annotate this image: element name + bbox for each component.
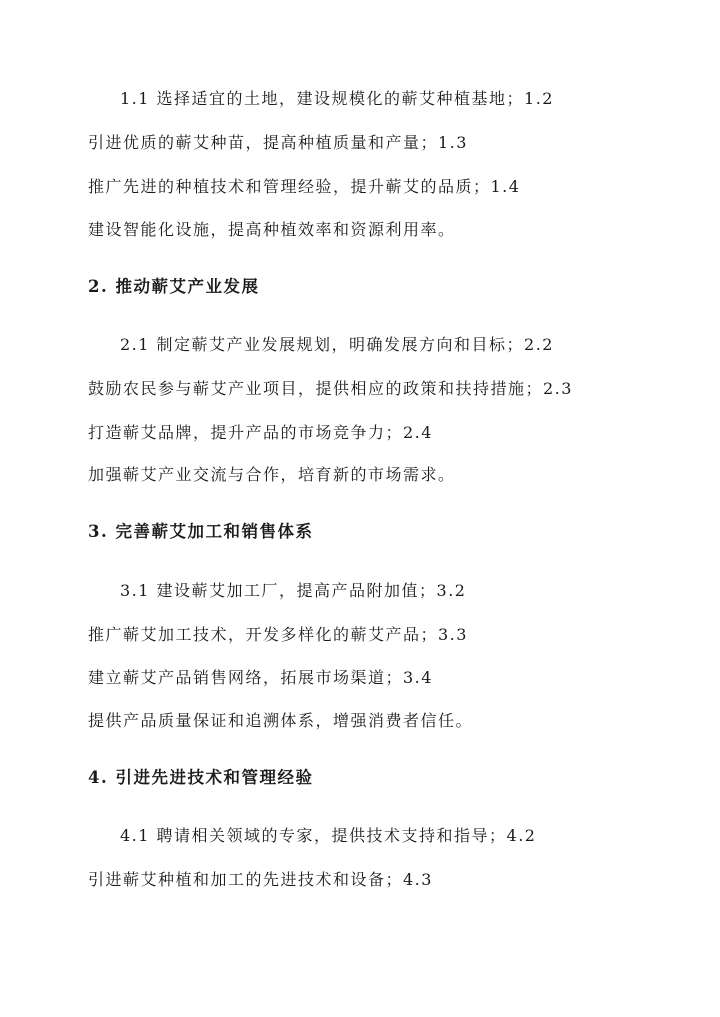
- section-heading: 2. 推动蕲艾产业发展: [88, 277, 260, 296]
- section-heading: 4. 引进先进技术和管理经验: [88, 768, 314, 787]
- paragraph-line: 1.1 选择适宜的土地，建设规模化的蕲艾种植基地；1.2: [120, 89, 554, 108]
- paragraph-line: 建立蕲艾产品销售网络，拓展市场渠道；3.4: [88, 668, 433, 687]
- paragraph-line: 引进蕲艾种植和加工的先进技术和设备；4.3: [88, 870, 433, 889]
- paragraph-line: 推广先进的种植技术和管理经验，提升蕲艾的品质；1.4: [88, 177, 521, 196]
- paragraph-line: 推广蕲艾加工技术，开发多样化的蕲艾产品；3.3: [88, 625, 468, 644]
- paragraph-line: 引进优质的蕲艾种苗，提高种植质量和产量；1.3: [88, 133, 468, 152]
- paragraph-line: 鼓励农民参与蕲艾产业项目，提供相应的政策和扶持措施；2.3: [88, 379, 573, 398]
- section-heading: 3. 完善蕲艾加工和销售体系: [88, 522, 314, 541]
- paragraph-line: 2.1 制定蕲艾产业发展规划，明确发展方向和目标；2.2: [120, 335, 554, 354]
- paragraph-line: 提供产品质量保证和追溯体系，增强消费者信任。: [88, 711, 474, 730]
- paragraph-line: 3.1 建设蕲艾加工厂，提高产品附加值；3.2: [120, 581, 467, 600]
- paragraph-line: 建设智能化设施，提高种植效率和资源利用率。: [88, 220, 456, 239]
- paragraph-line: 4.1 聘请相关领域的专家，提供技术支持和指导；4.2: [120, 826, 537, 845]
- paragraph-line: 加强蕲艾产业交流与合作，培育新的市场需求。: [88, 465, 456, 484]
- paragraph-line: 打造蕲艾品牌，提升产品的市场竞争力；2.4: [88, 423, 433, 442]
